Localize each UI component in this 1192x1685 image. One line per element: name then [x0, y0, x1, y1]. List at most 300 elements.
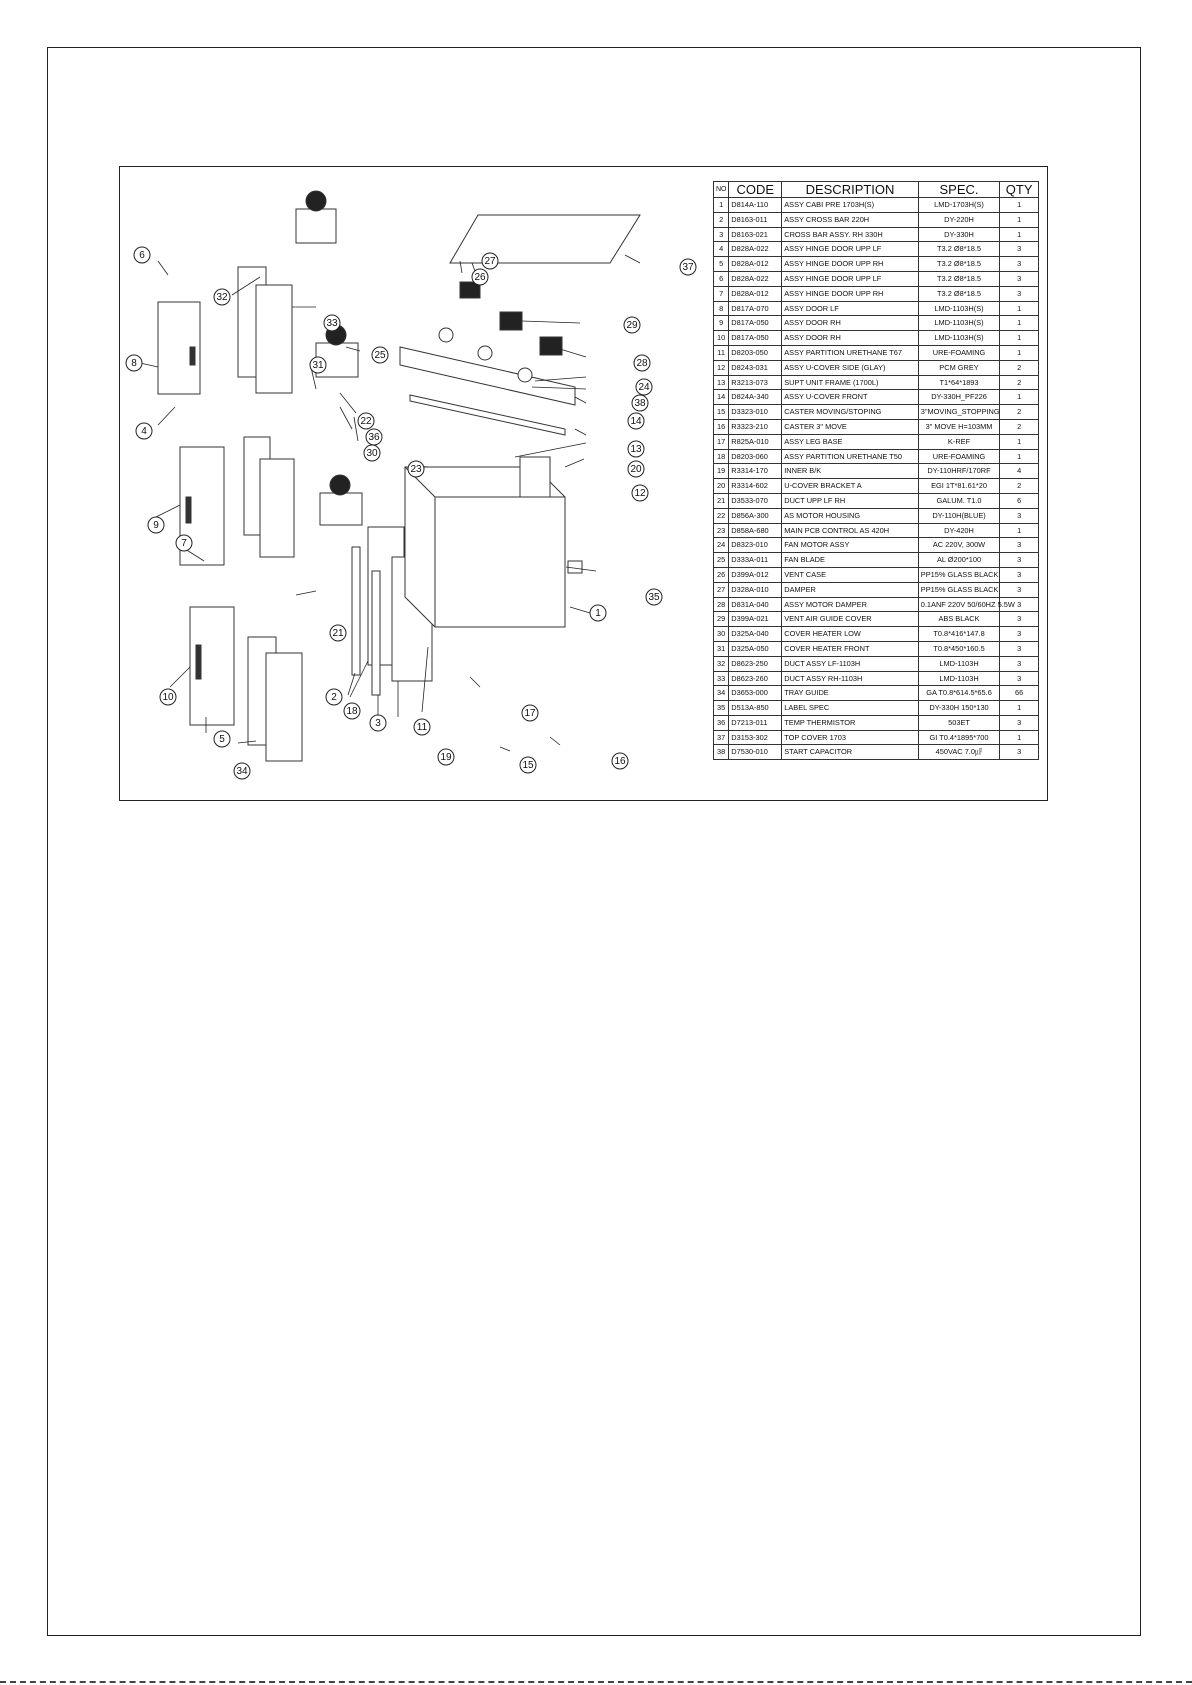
cell-spec: GA T0.8*614.5*65.6	[918, 686, 1000, 701]
cell-no: 37	[714, 730, 729, 745]
svg-text:37: 37	[682, 262, 694, 273]
cell-spec: LMD-1103H(S)	[918, 301, 1000, 316]
cell-no: 26	[714, 567, 729, 582]
table-row	[714, 523, 1039, 538]
cell-spec: LMD-1703H(S)	[918, 198, 1000, 213]
cell-no: 2	[714, 212, 729, 227]
table-row	[714, 479, 1039, 494]
table-row	[714, 286, 1039, 301]
cell-description: DUCT ASSY LF-1103H	[782, 656, 919, 671]
cell-spec: T0.8*416*147.8	[918, 627, 1000, 642]
duct-stack-middle	[244, 437, 294, 557]
cell-description: TRAY GUIDE	[782, 686, 919, 701]
cell-no: 18	[714, 449, 729, 464]
svg-text:27: 27	[484, 256, 496, 267]
cell-no: 33	[714, 671, 729, 686]
table-row	[714, 553, 1039, 568]
cell-qty: 1	[1000, 301, 1039, 316]
callout-35	[646, 589, 662, 605]
cell-no: 6	[714, 271, 729, 286]
cell-spec: GI T0.4*1895*700	[918, 730, 1000, 745]
callout-16	[612, 753, 628, 769]
cell-no: 27	[714, 582, 729, 597]
table-row	[714, 419, 1039, 434]
cell-code: D8163-011	[729, 212, 782, 227]
svg-text:32: 32	[216, 292, 228, 303]
header-spec: SPEC.	[918, 182, 1000, 198]
cell-code: D325A-050	[729, 641, 782, 656]
svg-text:25: 25	[374, 350, 386, 361]
table-row	[714, 390, 1039, 405]
table-row	[714, 227, 1039, 242]
cell-code: D7213-011	[729, 715, 782, 730]
cell-qty: 3	[1000, 612, 1039, 627]
cell-qty: 1	[1000, 227, 1039, 242]
cell-no: 24	[714, 538, 729, 553]
svg-text:16: 16	[614, 756, 626, 767]
cell-code: R3213-073	[729, 375, 782, 390]
svg-text:21: 21	[332, 628, 344, 639]
cell-description: ASSY PARTITION URETHANE T50	[782, 449, 919, 464]
cell-description: ASSY DOOR LF	[782, 301, 919, 316]
cell-spec: K-REF	[918, 434, 1000, 449]
svg-text:15: 15	[522, 760, 534, 771]
cell-description: ASSY HINGE DOOR UPP RH	[782, 257, 919, 272]
cell-spec: AC 220V, 300W	[918, 538, 1000, 553]
cell-no: 25	[714, 553, 729, 568]
cell-spec: 3" MOVE H=103MM	[918, 419, 1000, 434]
svg-text:26: 26	[474, 272, 486, 283]
cell-no: 30	[714, 627, 729, 642]
cell-no: 28	[714, 597, 729, 612]
cell-code: D8243-031	[729, 360, 782, 375]
svg-text:13: 13	[630, 444, 642, 455]
cell-description: ASSY CABI PRE 1703H(S)	[782, 198, 919, 213]
cell-no: 19	[714, 464, 729, 479]
cell-description: ASSY U-COVER SIDE (GLAY)	[782, 360, 919, 375]
table-row	[714, 375, 1039, 390]
cell-code: D8203-060	[729, 449, 782, 464]
callout-7	[176, 535, 192, 551]
cell-qty: 1	[1000, 523, 1039, 538]
cell-no: 20	[714, 479, 729, 494]
cell-spec: LMD-1103H(S)	[918, 331, 1000, 346]
svg-text:18: 18	[346, 706, 358, 717]
cell-description: TEMP THERMISTOR	[782, 715, 919, 730]
callout-25	[372, 347, 388, 363]
cell-code: D8323-010	[729, 538, 782, 553]
table-row	[714, 597, 1039, 612]
cell-spec: PP15% GLASS BLACK	[918, 582, 1000, 597]
cell-code: D399A-021	[729, 612, 782, 627]
cell-no: 22	[714, 508, 729, 523]
table-row	[714, 612, 1039, 627]
cell-description: MAIN PCB CONTROL AS 420H	[782, 523, 919, 538]
cell-qty: 3	[1000, 567, 1039, 582]
table-row	[714, 271, 1039, 286]
table-row	[714, 671, 1039, 686]
cell-no: 17	[714, 434, 729, 449]
callout-29	[624, 317, 640, 333]
svg-text:10: 10	[162, 692, 174, 703]
cell-code: D7530-010	[729, 745, 782, 760]
table-row	[714, 627, 1039, 642]
cell-code: D325A-040	[729, 627, 782, 642]
cell-code: D828A-022	[729, 271, 782, 286]
svg-text:9: 9	[153, 520, 159, 531]
callout-34	[234, 763, 250, 779]
cell-description: DUCT UPP LF RH	[782, 493, 919, 508]
header-code: CODE	[729, 182, 782, 198]
callout-31	[310, 357, 326, 373]
callout-11	[414, 719, 430, 735]
cell-spec: LMD-1103H	[918, 656, 1000, 671]
cell-no: 14	[714, 390, 729, 405]
cell-description: FAN MOTOR ASSY	[782, 538, 919, 553]
callout-26	[472, 269, 488, 285]
cell-no: 38	[714, 745, 729, 760]
table-row	[714, 316, 1039, 331]
table-row	[714, 257, 1039, 272]
cell-code: D858A-680	[729, 523, 782, 538]
cell-no: 36	[714, 715, 729, 730]
cell-no: 16	[714, 419, 729, 434]
cell-code: D328A-010	[729, 582, 782, 597]
callout-36	[366, 429, 382, 445]
callout-4	[136, 423, 152, 439]
callout-2	[326, 689, 342, 705]
cell-qty: 3	[1000, 745, 1039, 760]
cell-description: ASSY HINGE DOOR UPP LF	[782, 271, 919, 286]
cell-code: D824A-340	[729, 390, 782, 405]
callout-6	[134, 247, 150, 263]
table-row	[714, 331, 1039, 346]
cell-no: 31	[714, 641, 729, 656]
cell-spec: LMD-1103H(S)	[918, 316, 1000, 331]
cell-qty: 3	[1000, 715, 1039, 730]
table-row	[714, 582, 1039, 597]
cell-description: DAMPER	[782, 582, 919, 597]
cell-qty: 3	[1000, 641, 1039, 656]
cell-code: D3533-070	[729, 493, 782, 508]
cell-qty: 3	[1000, 671, 1039, 686]
cell-qty: 3	[1000, 627, 1039, 642]
cell-spec: EGI 1T*81.61*20	[918, 479, 1000, 494]
cell-description: VENT AIR GUIDE COVER	[782, 612, 919, 627]
cell-code: D828A-022	[729, 242, 782, 257]
callout-33	[324, 315, 340, 331]
callout-22	[358, 413, 374, 429]
cell-qty: 3	[1000, 553, 1039, 568]
cell-no: 35	[714, 701, 729, 716]
table-row	[714, 434, 1039, 449]
svg-text:5: 5	[219, 734, 225, 745]
cell-spec: T3.2 Ø8*18.5	[918, 286, 1000, 301]
callout-8	[126, 355, 142, 371]
svg-text:30: 30	[366, 448, 378, 459]
cell-description: ASSY LEG BASE	[782, 434, 919, 449]
cell-qty: 1	[1000, 345, 1039, 360]
callout-9	[148, 517, 164, 533]
parts-list-table	[713, 181, 1039, 760]
cell-description: VENT CASE	[782, 567, 919, 582]
cell-code: D3153-302	[729, 730, 782, 745]
cell-description: ASSY HINGE DOOR UPP LF	[782, 242, 919, 257]
header-description: DESCRIPTION	[782, 182, 919, 198]
cell-description: TOP COVER 1703	[782, 730, 919, 745]
cell-no: 13	[714, 375, 729, 390]
table-row	[714, 405, 1039, 420]
cell-description: INNER B/K	[782, 464, 919, 479]
cell-no: 34	[714, 686, 729, 701]
cell-no: 3	[714, 227, 729, 242]
cell-code: D831A-040	[729, 597, 782, 612]
cell-no: 29	[714, 612, 729, 627]
table-row	[714, 345, 1039, 360]
cell-qty: 3	[1000, 508, 1039, 523]
cell-code: D817A-050	[729, 331, 782, 346]
cell-spec: DY-330H 150*130	[918, 701, 1000, 716]
cell-code: D817A-070	[729, 301, 782, 316]
header-no: NO	[714, 182, 729, 198]
callout-12	[632, 485, 648, 501]
svg-text:7: 7	[181, 538, 187, 549]
cell-qty: 2	[1000, 360, 1039, 375]
cell-no: 32	[714, 656, 729, 671]
cell-qty: 1	[1000, 390, 1039, 405]
table-row	[714, 567, 1039, 582]
cell-spec: T0.8*450*160.5	[918, 641, 1000, 656]
table-row	[714, 701, 1039, 716]
cell-code: D856A-300	[729, 508, 782, 523]
cell-qty: 1	[1000, 316, 1039, 331]
cell-spec: LMD-1103H	[918, 671, 1000, 686]
cell-spec: T3.2 Ø8*18.5	[918, 271, 1000, 286]
callout-14	[628, 413, 644, 429]
table-row	[714, 508, 1039, 523]
cell-no: 21	[714, 493, 729, 508]
cell-description: U-COVER BRACKET A	[782, 479, 919, 494]
cell-qty: 4	[1000, 464, 1039, 479]
callout-15	[520, 757, 536, 773]
cell-qty: 3	[1000, 271, 1039, 286]
bottom-rule	[0, 1681, 1192, 1683]
svg-text:11: 11	[416, 722, 428, 733]
cell-code: D513A-850	[729, 701, 782, 716]
duct-stack-lower	[248, 637, 302, 761]
table-row	[714, 212, 1039, 227]
cell-qty: 66	[1000, 686, 1039, 701]
callout-10	[160, 689, 176, 705]
svg-text:33: 33	[326, 318, 338, 329]
cell-spec: 503ET	[918, 715, 1000, 730]
table-row	[714, 449, 1039, 464]
cell-code: R825A-010	[729, 434, 782, 449]
callout-13	[628, 441, 644, 457]
cell-qty: 1	[1000, 198, 1039, 213]
cell-code: D399A-012	[729, 567, 782, 582]
cell-spec: DY-330H_PF226	[918, 390, 1000, 405]
table-row	[714, 730, 1039, 745]
svg-text:3: 3	[375, 718, 381, 729]
cell-spec: DY-220H	[918, 212, 1000, 227]
cell-spec: T3.2 Ø8*18.5	[918, 257, 1000, 272]
cell-description: ASSY CROSS BAR 220H	[782, 212, 919, 227]
cell-spec: 0.1ANF 220V 50/60HZ 5.5W	[918, 597, 1000, 612]
cell-description: ASSY MOTOR DAMPER	[782, 597, 919, 612]
cell-code: D8203-050	[729, 345, 782, 360]
cell-spec: PP15% GLASS BLACK	[918, 567, 1000, 582]
callout-30	[364, 445, 380, 461]
svg-text:2: 2	[331, 692, 337, 703]
table-row	[714, 656, 1039, 671]
table-row	[714, 493, 1039, 508]
top-cover-shape	[450, 215, 640, 263]
svg-text:8: 8	[131, 358, 137, 369]
cell-no: 11	[714, 345, 729, 360]
cell-qty: 1	[1000, 730, 1039, 745]
cell-no: 23	[714, 523, 729, 538]
cell-description: AS MOTOR HOUSING	[782, 508, 919, 523]
callout-27	[482, 253, 498, 269]
cell-spec: URE-FOAMING	[918, 449, 1000, 464]
cell-description: ASSY DOOR RH	[782, 316, 919, 331]
table-row	[714, 242, 1039, 257]
cell-spec: T3.2 Ø8*18.5	[918, 242, 1000, 257]
cell-code: D3323-010	[729, 405, 782, 420]
cell-code: R3314-170	[729, 464, 782, 479]
svg-text:35: 35	[648, 592, 660, 603]
cell-qty: 3	[1000, 242, 1039, 257]
cell-qty: 1	[1000, 434, 1039, 449]
callout-32	[214, 289, 230, 305]
svg-text:34: 34	[236, 766, 248, 777]
callout-18	[344, 703, 360, 719]
cell-no: 1	[714, 198, 729, 213]
table-row	[714, 715, 1039, 730]
cell-qty: 6	[1000, 493, 1039, 508]
cell-spec: 3"MOVING_STOPPING	[918, 405, 1000, 420]
parts-table-body	[714, 198, 1039, 760]
parts-table-header-row	[714, 182, 1039, 198]
drawing-frame	[119, 166, 1048, 801]
cell-qty: 2	[1000, 405, 1039, 420]
table-row	[714, 538, 1039, 553]
svg-text:36: 36	[368, 432, 380, 443]
svg-text:1: 1	[595, 608, 601, 619]
header-qty: QTY	[1000, 182, 1039, 198]
cell-qty: 3	[1000, 656, 1039, 671]
table-row	[714, 198, 1039, 213]
cell-description: CASTER MOVING/STOPING	[782, 405, 919, 420]
cell-no: 4	[714, 242, 729, 257]
table-row	[714, 301, 1039, 316]
table-row	[714, 360, 1039, 375]
svg-text:14: 14	[630, 416, 642, 427]
cell-description: ASSY U-COVER FRONT	[782, 390, 919, 405]
cell-qty: 2	[1000, 479, 1039, 494]
cell-no: 7	[714, 286, 729, 301]
cell-qty: 1	[1000, 701, 1039, 716]
callout-3	[370, 715, 386, 731]
cell-code: R3314-602	[729, 479, 782, 494]
exploded-view-diagram	[120, 167, 710, 800]
cell-description: START CAPACITOR	[782, 745, 919, 760]
svg-text:31: 31	[312, 360, 324, 371]
svg-text:23: 23	[410, 464, 422, 475]
cell-qty: 2	[1000, 375, 1039, 390]
cell-code: D333A-011	[729, 553, 782, 568]
svg-text:19: 19	[440, 752, 452, 763]
cell-spec: DY-330H	[918, 227, 1000, 242]
cell-qty: 3	[1000, 538, 1039, 553]
cell-spec: T1*64*1893	[918, 375, 1000, 390]
cell-code: D3653-000	[729, 686, 782, 701]
table-row	[714, 745, 1039, 760]
cell-spec: DY-420H	[918, 523, 1000, 538]
callout-20	[628, 461, 644, 477]
table-row	[714, 641, 1039, 656]
table-row	[714, 686, 1039, 701]
cell-spec: ABS BLACK	[918, 612, 1000, 627]
cell-code: D814A-110	[729, 198, 782, 213]
cell-no: 15	[714, 405, 729, 420]
svg-text:29: 29	[626, 320, 638, 331]
cell-code: D8623-250	[729, 656, 782, 671]
cell-description: FAN BLADE	[782, 553, 919, 568]
cell-description: SUPT UNIT FRAME (1700L)	[782, 375, 919, 390]
cell-description: ASSY HINGE DOOR UPP RH	[782, 286, 919, 301]
cell-description: ASSY PARTITION URETHANE T67	[782, 345, 919, 360]
svg-text:17: 17	[524, 708, 536, 719]
cell-no: 12	[714, 360, 729, 375]
fan-housing-3	[320, 493, 362, 525]
cell-code: D8623-260	[729, 671, 782, 686]
cell-qty: 3	[1000, 257, 1039, 272]
svg-text:20: 20	[630, 464, 642, 475]
cell-qty: 1	[1000, 212, 1039, 227]
cell-description: LABEL SPEC	[782, 701, 919, 716]
cell-description: CASTER 3" MOVE	[782, 419, 919, 434]
cell-no: 5	[714, 257, 729, 272]
cell-no: 8	[714, 301, 729, 316]
callout-5	[214, 731, 230, 747]
cell-code: D828A-012	[729, 257, 782, 272]
callout-1	[590, 605, 606, 621]
svg-text:24: 24	[638, 382, 650, 393]
cell-code: D8163-021	[729, 227, 782, 242]
cell-qty: 3	[1000, 286, 1039, 301]
callout-37	[680, 259, 696, 275]
cell-spec: DY-110HRF/170RF	[918, 464, 1000, 479]
cell-spec: AL Ø200*100	[918, 553, 1000, 568]
cell-qty: 2	[1000, 419, 1039, 434]
cell-description: DUCT ASSY RH-1103H	[782, 671, 919, 686]
svg-text:22: 22	[360, 416, 372, 427]
cell-no: 9	[714, 316, 729, 331]
cell-qty: 1	[1000, 449, 1039, 464]
cell-no: 10	[714, 331, 729, 346]
callout-19	[438, 749, 454, 765]
callout-17	[522, 705, 538, 721]
callout-24	[636, 379, 652, 395]
cell-spec: PCM GREY	[918, 360, 1000, 375]
cell-description: CROSS BAR ASSY. RH 330H	[782, 227, 919, 242]
svg-text:38: 38	[634, 398, 646, 409]
cell-code: D828A-012	[729, 286, 782, 301]
fan-housing-1	[296, 209, 336, 243]
svg-text:4: 4	[141, 426, 147, 437]
